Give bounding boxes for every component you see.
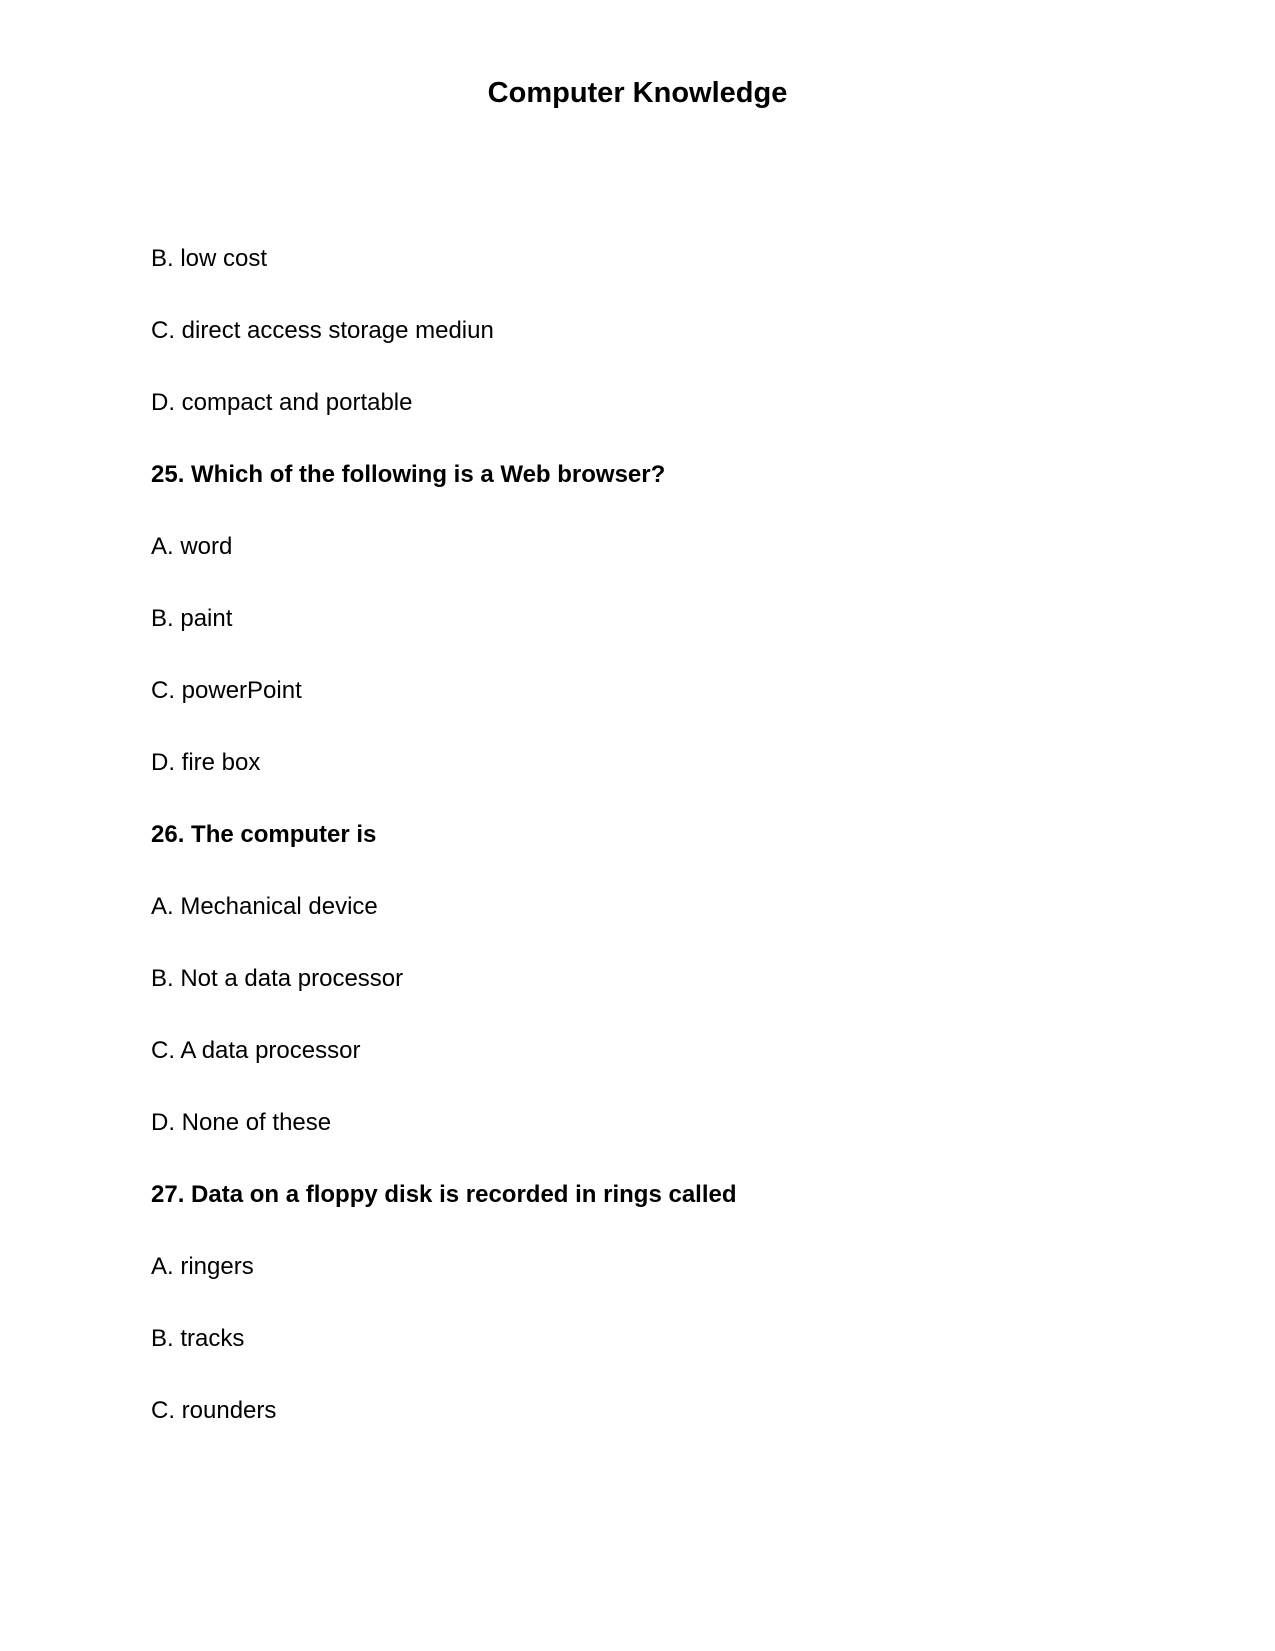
answer-option: D. None of these: [151, 1109, 332, 1136]
answer-option: B. paint: [151, 605, 233, 632]
question-list: [151, 223, 737, 1447]
answer-option: C. A data processor: [151, 1037, 361, 1064]
answer-option: B. low cost: [151, 245, 268, 272]
answer-option: C. rounders: [151, 1397, 277, 1424]
page-title: Computer Knowledge: [487, 77, 788, 109]
question-text: 25. Which of the following is a Web browser?: [151, 461, 666, 488]
answer-option: A. word: [151, 533, 233, 560]
answer-option: A. Mechanical device: [151, 893, 378, 920]
answer-option: B. Not a data processor: [151, 965, 404, 992]
answer-option: C. direct access storage mediun: [151, 317, 494, 344]
answer-option: B. tracks: [151, 1325, 245, 1352]
question-text: 26. The computer is: [151, 821, 377, 848]
answer-option: D. fire box: [151, 749, 261, 776]
answer-option: D. compact and portable: [151, 389, 413, 416]
answer-option: C. powerPoint: [151, 677, 302, 704]
answer-option: A. ringers: [151, 1253, 254, 1280]
question-text: 27. Data on a floppy disk is recorded in rings called: [151, 1181, 737, 1208]
